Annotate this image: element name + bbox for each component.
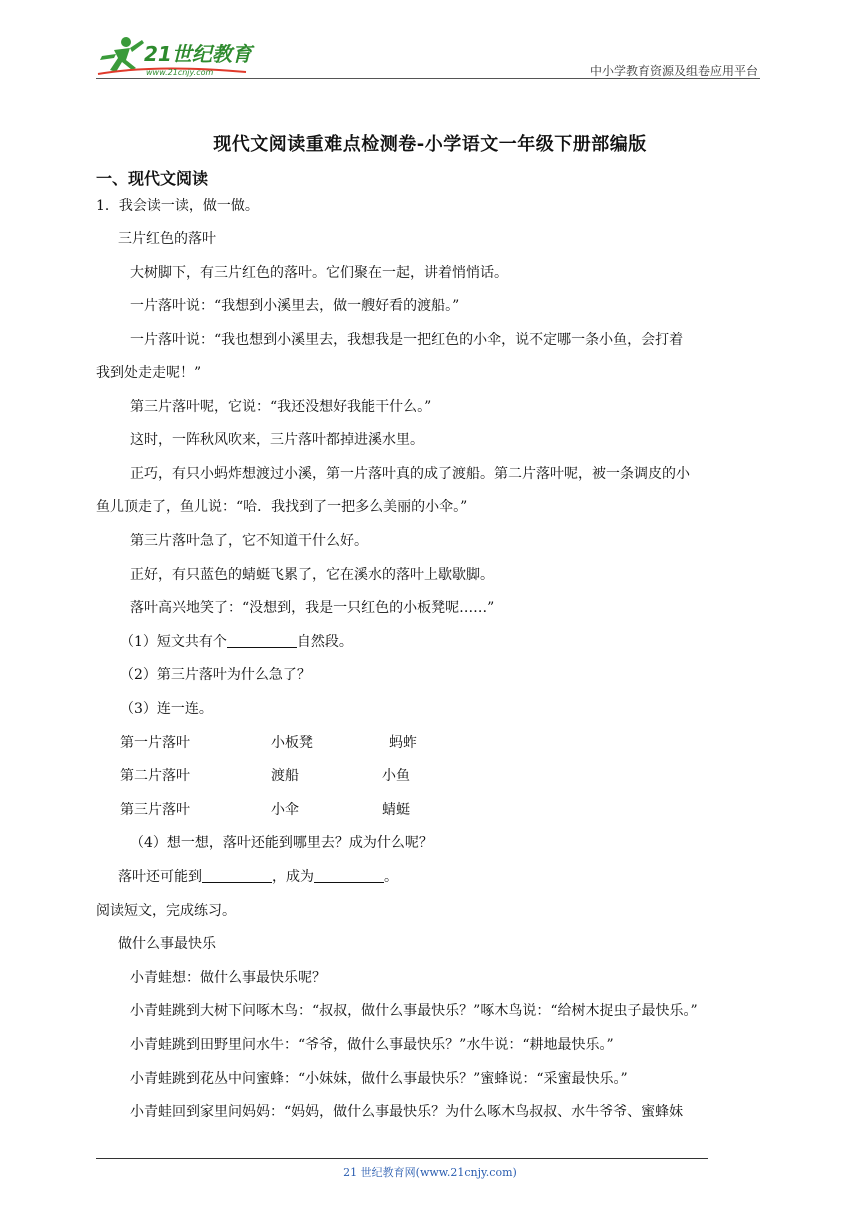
story-2-paragraph-3: 小青蛙跳到田野里问水牛：“爷爷，做什么事最快乐？”水牛说：“耕地最快乐。”: [130, 1037, 614, 1053]
sub-question-1-suffix: 自然段。: [296, 634, 353, 650]
header-divider: [96, 78, 760, 79]
match-right-2: 小鱼: [382, 768, 410, 784]
logo-runner-icon: [96, 34, 296, 78]
match-right-3: 蜻蜓: [382, 802, 410, 818]
story-2-paragraph-4: 小青蛙跳到花丛中问蜜蜂：“小妹妹，做什么事最快乐？”蜜蜂说：“采蜜最快乐。”: [130, 1071, 628, 1087]
answer-middle: ，成为: [272, 869, 314, 885]
sub-question-3: （3）连一连。: [120, 701, 213, 717]
platform-name: 中小学教育资源及组卷应用平台: [589, 64, 758, 78]
match-middle-3: 小伞: [271, 802, 299, 818]
match-right-1: 蚂蚱: [389, 735, 417, 751]
match-left-3: 第三片落叶: [120, 802, 190, 818]
logo-url: www.21cnjy.com: [146, 68, 214, 77]
story-1-paragraph-3: 一片落叶说：“我也想到小溪里去，我想我是一把红色的小伞，说不定哪一条小鱼，会打着: [130, 332, 684, 348]
page-footer: 21 世纪教育网(www.21cnjy.com): [343, 1166, 517, 1179]
match-left-1: 第一片落叶: [120, 735, 190, 751]
answer-suffix: 。: [384, 869, 398, 885]
answer-prefix: 落叶还可能到: [118, 869, 202, 885]
document-title: 现代文阅读重难点检测卷-小学语文一年级下册部编版: [213, 134, 647, 155]
story-1-paragraph-4: 第三片落叶呢，它说：“我还没想好我能干什么。”: [130, 399, 432, 415]
story-2-paragraph-1: 小青蛙想：做什么事最快乐呢？: [130, 970, 326, 986]
sub-question-2: （2）第三片落叶为什么急了？: [120, 667, 311, 683]
story-1-paragraph-9: 落叶高兴地笑了：“没想到，我是一只红色的小板凳呢……”: [130, 600, 495, 616]
question-1-prompt: 1．我会读一读，做一做。: [96, 198, 259, 214]
answer-blank[interactable]: [314, 868, 384, 883]
story-2-paragraph-2: 小青蛙跳到大树下问啄木鸟：“叔叔，做什么事最快乐？”啄木鸟说：“给树木捉虫子最快乐。”: [130, 1003, 698, 1019]
story-1-title: 三片红色的落叶: [118, 231, 216, 247]
story-1-paragraph-1: 大树脚下，有三片红色的落叶。它们聚在一起，讲着悄悄话。: [130, 265, 508, 281]
sub-question-4-answer-line: [118, 867, 398, 887]
match-middle-2: 渡船: [271, 768, 299, 784]
match-left-2: 第二片落叶: [120, 768, 190, 784]
story-1-paragraph-3-cont: 我到处走走呢！”: [96, 365, 202, 381]
answer-blank[interactable]: [227, 633, 297, 648]
footer-divider: [96, 1158, 708, 1159]
logo-text: 21世纪教育: [144, 42, 252, 66]
story-1-paragraph-8: 正好，有只蓝色的蜻蜓飞累了，它在溪水的落叶上歇歇脚。: [130, 567, 494, 583]
page-header: [96, 32, 760, 80]
story-2-paragraph-5: 小青蛙回到家里问妈妈：“妈妈，做什么事最快乐？为什么啄木鸟叔叔、水牛爷爷、蜜蜂妹: [130, 1104, 684, 1120]
logo: [96, 34, 296, 78]
story-1-paragraph-2: 一片落叶说：“我想到小溪里去，做一艘好看的渡船。”: [130, 298, 460, 314]
answer-blank[interactable]: [202, 868, 272, 883]
match-middle-1: 小板凳: [271, 735, 313, 751]
sub-question-4: （4）想一想，落叶还能到哪里去？成为什么呢？: [130, 835, 433, 851]
story-1-paragraph-6: 正巧，有只小蚂炸想渡过小溪，第一片落叶真的成了渡船。第二片落叶呢，被一条调皮的小: [130, 466, 690, 482]
sub-question-1: [120, 632, 353, 652]
story-2-title: 做什么事最快乐: [118, 936, 216, 952]
section-heading: 一、现代文阅读: [96, 169, 209, 188]
story-1-paragraph-5: 这时，一阵秋风吹来，三片落叶都掉进溪水里。: [130, 432, 424, 448]
story-1-paragraph-6-cont: 鱼儿顶走了，鱼儿说：“哈．我找到了一把多么美丽的小伞。”: [96, 499, 468, 515]
story-1-paragraph-7: 第三片落叶急了，它不知道干什么好。: [130, 533, 368, 549]
sub-question-1-text: （1）短文共有个: [120, 634, 227, 650]
question-2-prompt: 阅读短文，完成练习。: [96, 903, 236, 919]
